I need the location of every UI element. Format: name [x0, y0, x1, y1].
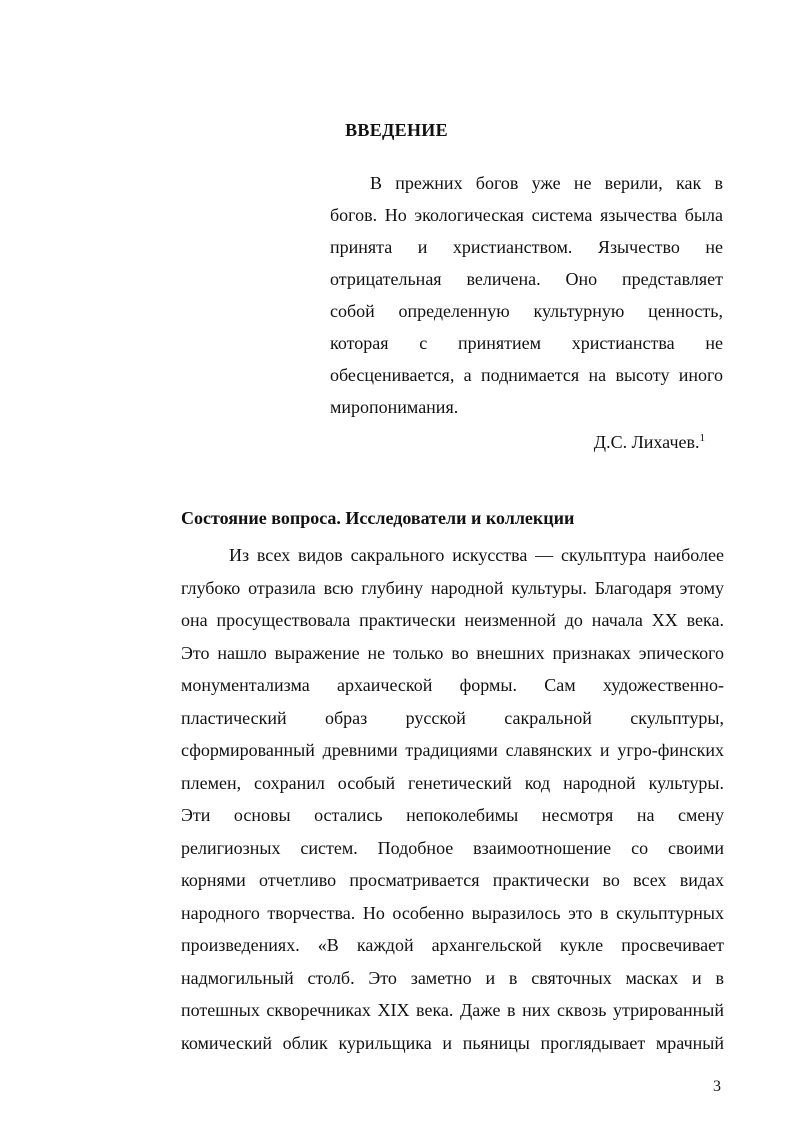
paragraph-line: она просуществовала практически неизменной до начала XX века.: [181, 610, 724, 630]
epigraph-line: отрицательная величена. Оно представляет: [330, 269, 723, 289]
epigraph-line: собой определенную культурную ценность,: [330, 301, 723, 321]
epigraph-line: миропонимания.: [330, 397, 459, 417]
page-heading: ВВЕДЕНИЕ: [345, 120, 448, 140]
paragraph-line: Из всех видов сакрального искусства — скульптура наиболее: [229, 545, 724, 565]
paragraph-line: Эти основы остались непоколебимы несмотря на смену: [181, 805, 724, 825]
epigraph-line: В прежних богов уже не верили, как в: [370, 173, 723, 193]
epigraph-line: обесценивается, а поднимается на высоту иного: [330, 365, 723, 385]
paragraph-line: племен, сохранил особый генетический код народной культуры.: [181, 772, 724, 793]
paragraph-line: произведениях. «В каждой архангельской кукле просвечивает: [181, 935, 724, 955]
epigraph-line: богов. Но экологическая система язычества была: [330, 205, 723, 225]
paragraph-line: сформированный древними традициями славянских и угро-финских: [181, 740, 724, 760]
paragraph-line: надмогильный столб. Это заметно и в святочных масках и в: [181, 967, 724, 988]
epigraph: [330, 167, 723, 423]
paragraph-line: монументализма архаической формы. Сам художественно-: [181, 675, 724, 695]
paragraph-line: религиозных систем. Подобное взаимоотношение со своими: [181, 837, 724, 858]
paragraph-line: Это нашло выражение не только во внешних признаках эпического: [181, 642, 724, 663]
author-name: Д.С. Лихачев.: [593, 432, 700, 452]
paragraph-line: потешных скворечниках XIX века. Даже в них сквозь утрированный: [181, 1000, 724, 1020]
epigraph-author: [594, 422, 705, 458]
epigraph-line: которая с принятием христианства не: [330, 333, 723, 353]
paragraph-line: народного творчества. Но особенно выразилось это в скульптурных: [181, 902, 724, 923]
body-text: [181, 539, 724, 1059]
paragraph-line: корнями отчетливо просматривается практически во всех видах: [181, 870, 724, 890]
paragraph-line: комический облик курильщика и пьяницы проглядывает мрачный: [181, 1032, 724, 1053]
footnote-mark: 1: [699, 432, 705, 444]
section-title: Состояние вопроса. Исследователи и коллекции: [181, 508, 575, 528]
paragraph-line: пластический образ русской сакральной скульптуры,: [181, 707, 724, 728]
page-number: 3: [713, 1078, 721, 1095]
epigraph-line: принята и христианством. Язычество не: [330, 237, 723, 257]
paragraph-line: глубоко отразила всю глубину народной культуры. Благодаря этому: [181, 577, 724, 598]
